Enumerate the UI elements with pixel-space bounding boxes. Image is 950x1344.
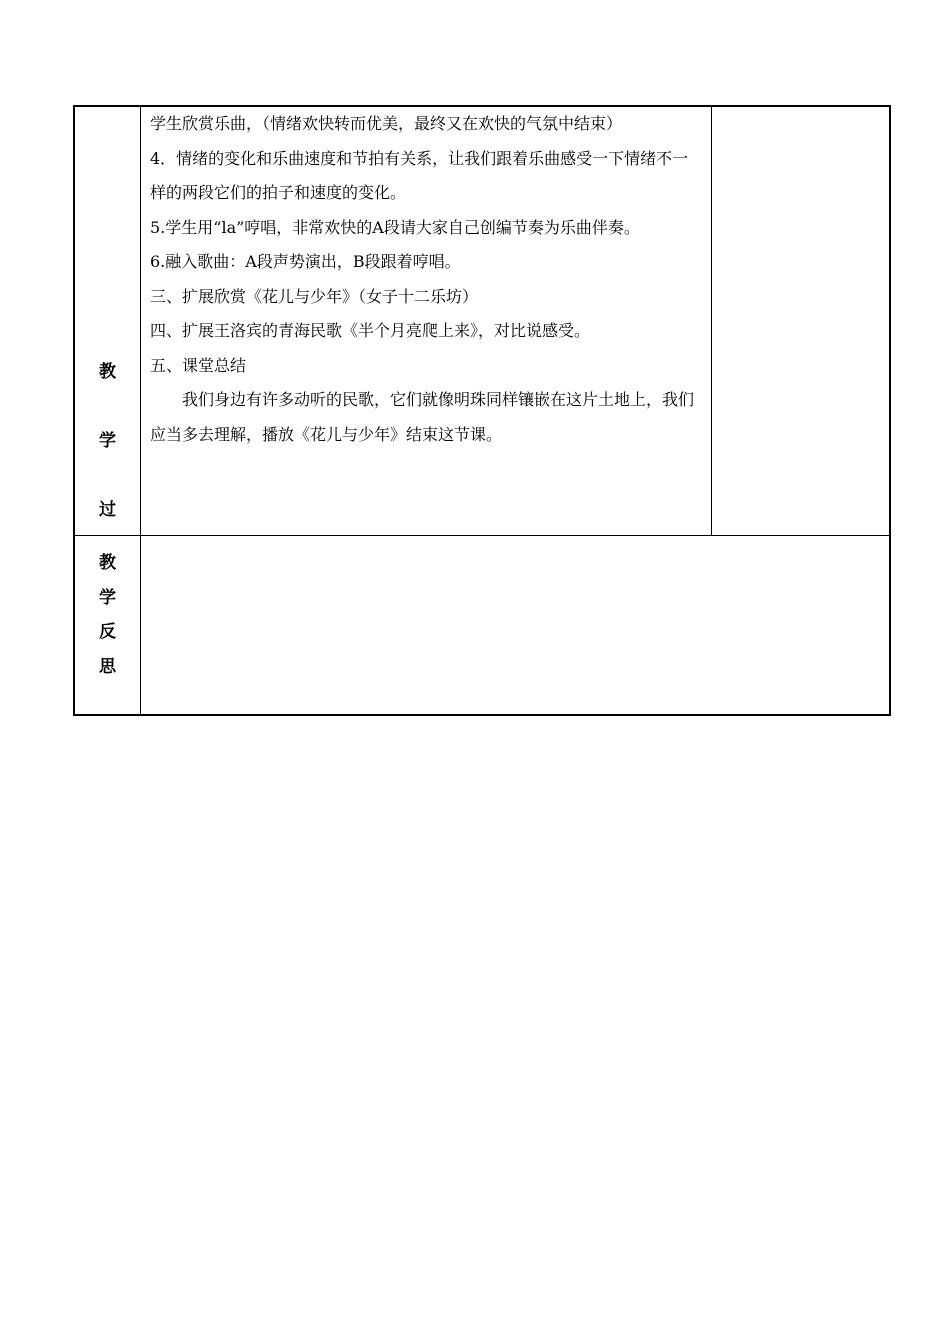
teaching-process-content bbox=[141, 106, 712, 536]
label-char: 过 bbox=[99, 500, 116, 520]
paragraph: 6.融入歌曲：A段声势演出，B段跟着哼唱。 bbox=[150, 252, 461, 271]
teaching-reflection-content bbox=[141, 536, 891, 716]
paragraph: 我们身边有许多动听的民歌，它们就像明珠同样镶嵌在这片土地上，我们应当多去理解，播放《花儿与少年》结束这节课。 bbox=[150, 390, 695, 444]
teaching-reflection-label bbox=[74, 536, 141, 716]
teaching-reflection-row bbox=[74, 536, 890, 716]
label-char: 思 bbox=[99, 656, 116, 677]
label-char: 学 bbox=[99, 587, 116, 608]
notes-cell bbox=[712, 106, 891, 536]
label-char: 反 bbox=[99, 622, 116, 642]
teaching-process-label bbox=[74, 106, 141, 536]
teaching-process-row bbox=[74, 106, 890, 536]
paragraph: 三、扩展欣赏《花儿与少年》（女子十二乐坊） bbox=[150, 286, 479, 306]
label-char: 教 bbox=[99, 553, 116, 573]
paragraph: 学生欣赏乐曲，（情绪欢快转而优美，最终又在欢快的气氛中结束） bbox=[150, 114, 623, 133]
paragraph: 四、扩展王洛宾的青海民歌《半个月亮爬上来》，对比说感受。 bbox=[150, 321, 591, 340]
paragraph: 五、课堂总结 bbox=[150, 355, 247, 375]
paragraph: 4．情绪的变化和乐曲速度和节拍有关系，让我们跟着乐曲感受一下情绪不一样的两段它们的拍子和速度的变化。 bbox=[150, 148, 689, 202]
label-char: 学 bbox=[99, 431, 116, 451]
label-char: 教 bbox=[99, 362, 116, 382]
lesson-plan-table bbox=[73, 105, 891, 716]
paragraph: 5.学生用“la”哼唱，非常欢快的A段请大家自己创编节奏为乐曲伴奏。 bbox=[150, 217, 640, 237]
